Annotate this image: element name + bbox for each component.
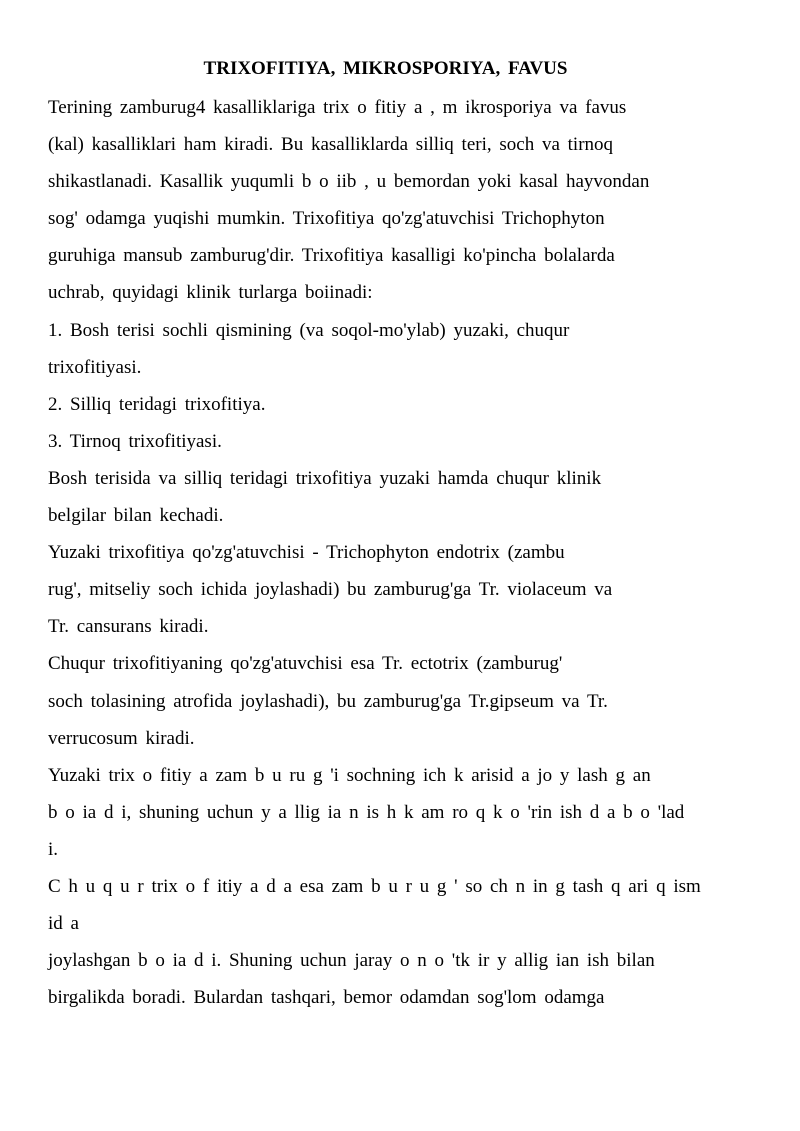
text-line: belgilar bilan kechadi.	[48, 505, 224, 527]
text-line: joylashgan b o ia d i. Shuning uchun jaray o n o 'tk ir y allig ian ish bilan	[48, 950, 655, 972]
text-line: uchrab, quyidagi klinik turlarga boiinadi:	[48, 282, 373, 304]
text-line: shikastlanadi. Kasallik yuqumli b o iib , u bemordan yoki kasal hayvondan	[48, 171, 650, 193]
text-line: Terining zamburug4 kasalliklariga trix o fitiy a , m ikrosporiya va favus	[48, 97, 627, 118]
text-line: (kal) kasalliklari ham kiradi. Bu kasalliklarda silliq teri, soch va tirnoq	[48, 134, 614, 156]
text-line: id a	[48, 913, 79, 935]
text-line: C h u q u r trix o f itiy a d a esa zam b u r u g ' so ch n in g tash q ari q ism	[48, 875, 701, 897]
text-line: Tr. cansurans kiradi.	[48, 616, 209, 638]
text-line: guruhiga mansub zamburug'dir. Trixofitiya kasalligi ko'pincha bolalarda	[48, 245, 615, 267]
text-line: sog' odamga yuqishi mumkin. Trixofitiya qo'zg'atuvchisi Trichophyton	[48, 208, 605, 230]
document-title: TRIXOFITIYA, MIKROSPORIYA, FAVUS	[203, 58, 568, 79]
list-item-1: 1. Bosh terisi sochli qismining (va soqol-mo'ylab) yuzaki, chuqur	[48, 319, 570, 341]
list-item-3: 3. Tirnoq trixofitiyasi.	[48, 430, 222, 452]
list-item-2: 2. Silliq teridagi trixofitiya.	[48, 393, 266, 415]
text-line: trixofitiyasi.	[48, 356, 142, 378]
text-line: Bosh terisida va silliq teridagi trixofitiya yuzaki hamda chuqur klinik	[48, 467, 602, 489]
text-line: b o ia d i, shuning uchun y a llig ia n is h k am ro q k o 'rin ish d a b o 'lad	[48, 801, 685, 823]
text-line: i.	[48, 838, 59, 860]
text-line: birgalikda boradi. Bulardan tashqari, bemor odamdan sog'lom odamga	[48, 987, 605, 1009]
text-line: Chuqur trixofitiyaning qo'zg'atuvchisi esa Tr. ectotrix (zamburug'	[48, 653, 563, 675]
document-body	[48, 94, 738, 1021]
text-line: soch tolasining atrofida joylashadi), bu zamburug'ga Tr.gipseum va Tr.	[48, 690, 608, 712]
text-line: Yuzaki trix o fitiy a zam b u ru g 'i sochning ich k arisid a jo y lash g an	[48, 764, 651, 786]
text-line: verrucosum kiradi.	[48, 727, 195, 749]
text-line: rug', mitseliy soch ichida joylashadi) bu zamburug'ga Tr. violaceum va	[48, 579, 613, 601]
text-line: Yuzaki trixofitiya qo'zg'atuvchisi - Trichophyton endotrix (zambu	[48, 542, 565, 564]
